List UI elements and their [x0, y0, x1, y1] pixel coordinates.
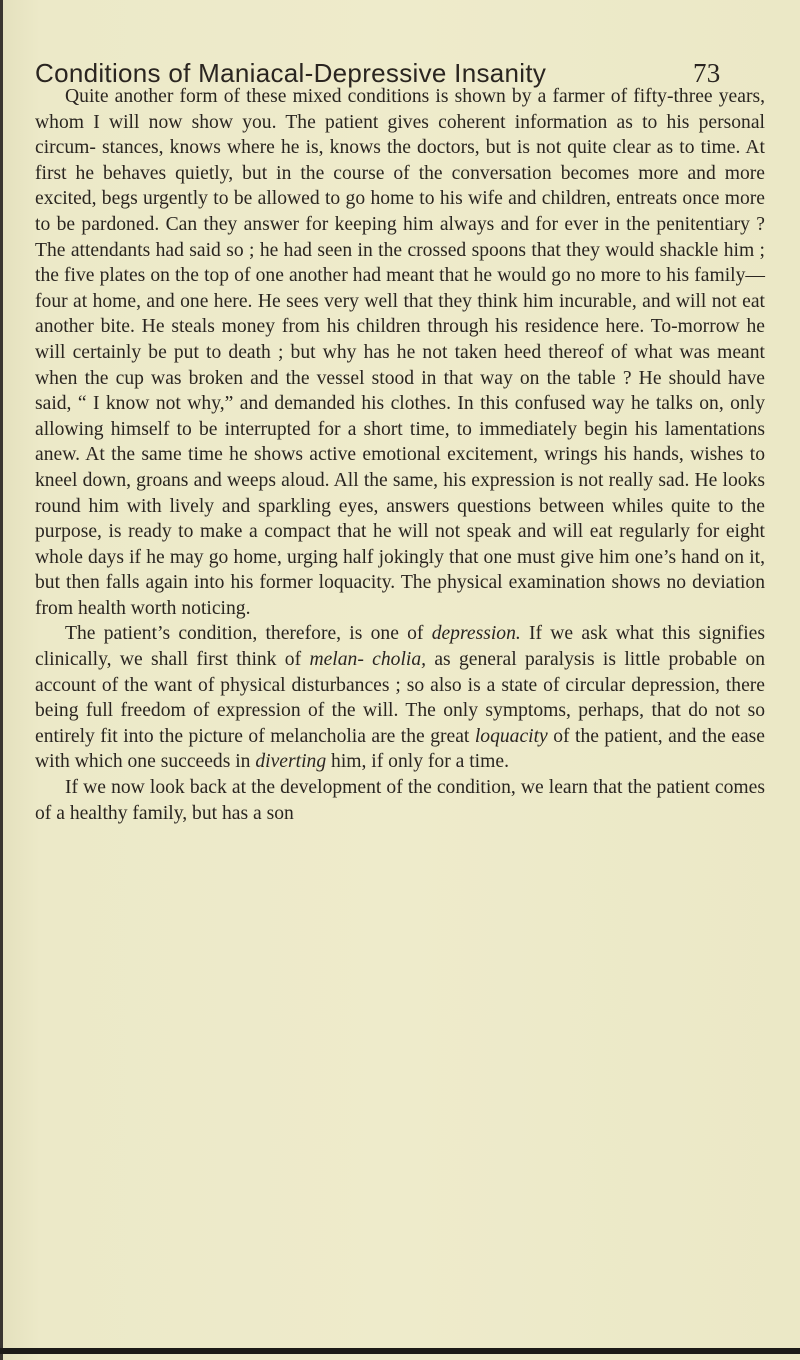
- text-run: as general paralysis is little probable on account of the want of physical disturbances ; so also is a state of circular depression, there being full freedom of expression of the will. The only symptoms, perhaps, that do not so entirely fit into the picture of melancholia are the great: [35, 649, 766, 747]
- text-run: If we now look back at the development of the condition, we learn that the patient comes of a healthy family, but has a son: [35, 777, 765, 824]
- italic-term: loquacity: [474, 725, 548, 747]
- paragraph: [35, 84, 765, 621]
- text-run: Quite another form of these mixed conditions is shown by a farmer of fifty-three years, whom I will now show you. The patient gives coherent information as to his personal circum- stances, knows where he is, knows the doctors, but is not quite clear as to time. At first he behaves quietly, but in the course of the conversation becomes more and more excited, begs urgently to be allowed to go home to his wife and children, entreats once more to be pardoned. Can they answer for keeping him always and for ever in the penitentiary ? The attendants had said so ; he had seen in the crossed spoons that they would shackle him ; the five plates on the top of one another had meant that he would go no more to his family—four at home, and one here. He sees very well that they think him incurable, and will not eat another bite. He steals money from his children through his residence here. To-morrow he will certainly be put to death ; but why has he not taken heed thereof of what was meant when the cup was broken and the vessel stood in that way on the table ? He should have said, “ I know not why,” and demanded his clothes. In this confused way he talks on, only allowing himself to be interrupted for a short time, to immediately begin his lamentations anew. At the same time he shows active emotional excitement, wrings his hands, wishes to kneel down, groans and weeps aloud. All the same, his expression is not really sad. He looks round him with lively and sparkling eyes, answers questions between whiles quite to the purpose, is ready to make a compact that he will not speak and will eat regularly for eight whole days if he may go home, urging half jokingly that one must give him one’s hand on it, but then falls again into his former loquacity. The physical examination shows no deviation from health worth noticing.: [35, 86, 765, 619]
- text-run: him, if only for a time.: [326, 751, 509, 773]
- body-text: [35, 84, 765, 826]
- paragraph: [35, 621, 765, 775]
- text-run: The patient’s condition, therefore, is one of: [65, 623, 432, 645]
- paragraph: [35, 775, 765, 826]
- italic-term: depression.: [431, 623, 521, 645]
- page-number: 73: [693, 58, 721, 88]
- page-bottom-edge: [0, 1348, 800, 1354]
- italic-term: melan- cholia,: [309, 649, 427, 671]
- text-run: If we ask what this signifies clinically, we shall first think of: [35, 623, 765, 671]
- text-run: of the patient, and the ease with which one succeeds in: [35, 725, 765, 773]
- running-head-title: Conditions of Maniacal-Depressive Insanity: [35, 58, 547, 88]
- page-left-edge: [0, 0, 3, 1360]
- italic-term: diverting: [255, 751, 327, 773]
